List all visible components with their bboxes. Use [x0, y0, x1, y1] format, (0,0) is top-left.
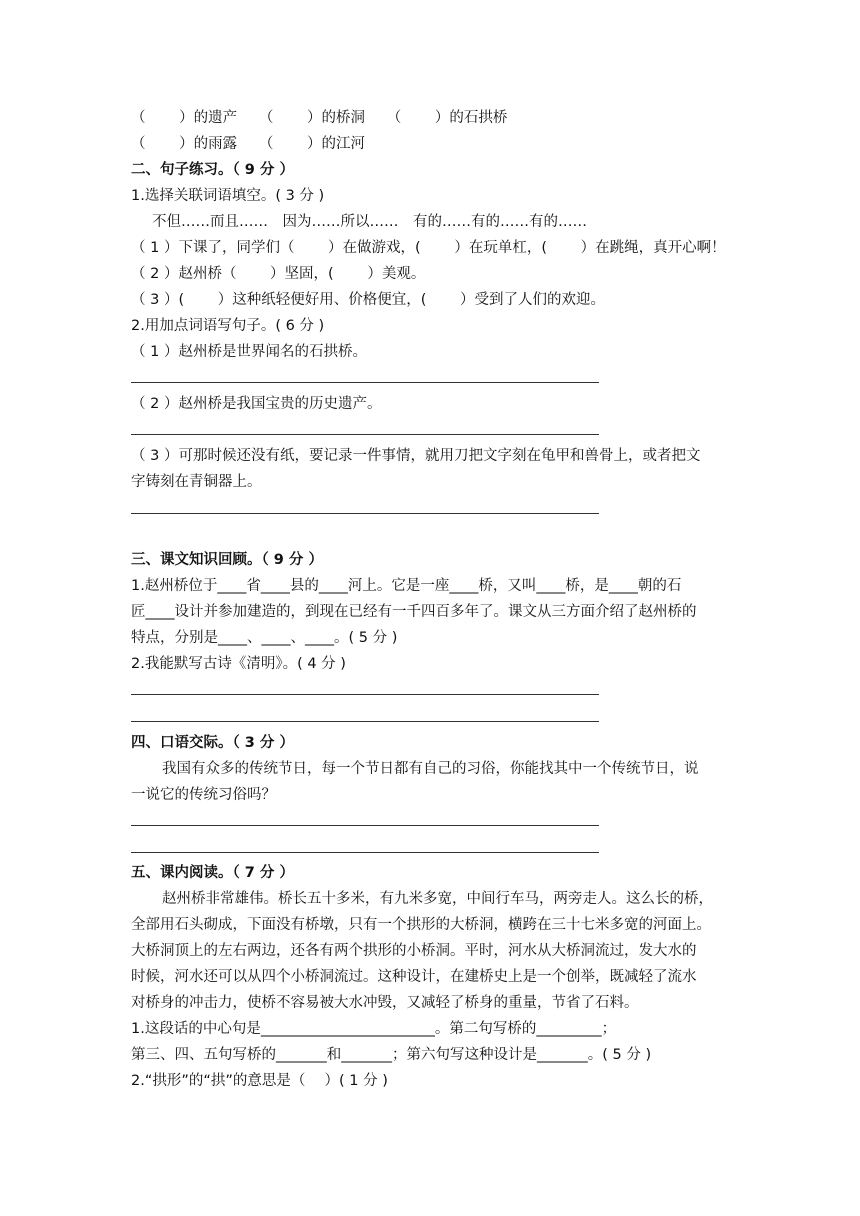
question-2-1: 1.选择关联词语填空。( 3 分 ) — [131, 188, 325, 204]
question-2-2-item-2: （ 2 ）赵州桥是我国宝贵的历史遗产。 — [131, 396, 382, 412]
answer-line[interactable] — [131, 721, 599, 722]
question-3-1-cont: 匠____设计并参加建造的，到现在已经有一千四百多年了。课文从三方面介绍了赵州桥的 — [131, 604, 697, 620]
oral-prompt-cont: 一说它的传统习俗吗？ — [131, 787, 276, 803]
oral-prompt: 我国有众多的传统节日，每一个节日都有自己的习俗，你能找其中一个传统节日，说 — [162, 761, 699, 777]
answer-line[interactable] — [131, 513, 599, 514]
reading-passage-line-1: 赵州桥非常雄伟。桥长五十多米，有九米多宽，中间行车马，两旁走人。这么长的桥， — [162, 891, 713, 907]
section-2-heading: 二、句子练习。（ 9 分 ） — [131, 162, 294, 178]
question-2-1-item-2: （ 2 ）赵州桥（ ）坚固，( ）美观。 — [131, 266, 426, 282]
section-5-heading: 五、课内阅读。（ 7 分 ） — [131, 865, 294, 881]
question-2-2-item-1: （ 1 ）赵州桥是世界闻名的石拱桥。 — [131, 344, 367, 360]
word-fill-row-1: （ ）的遗产 （ ）的桥洞 （ ）的石拱桥 — [131, 110, 508, 126]
word-fill-row-2: （ ）的雨露 （ ）的江河 — [131, 136, 365, 152]
reading-passage-line-2: 全部用石头砌成，下面没有桥墩，只有一个拱形的大桥洞，横跨在三十七米多宽的河面上。 — [131, 917, 711, 933]
question-2-2-item-3-cont: 字铸刻在青铜器上。 — [131, 474, 262, 490]
answer-line[interactable] — [131, 434, 599, 435]
question-3-1: 1.赵州桥位于____省____县的____河上。它是一座____桥，又叫____桥，是____朝的石 — [131, 578, 682, 594]
question-5-2: 2.“拱形”的“拱”的意思是（ ）( 1 分 ) — [131, 1073, 388, 1089]
question-2-2: 2.用加点词语写句子。( 6 分 ) — [131, 318, 325, 334]
reading-passage-line-5: 对桥身的冲击力，使桥不容易被大水冲毁，又减轻了桥身的重量，节省了石料。 — [131, 995, 639, 1011]
section-3-heading: 三、课文知识回顾。（ 9 分 ） — [131, 552, 323, 568]
reading-passage-line-4: 时候，河水还可以从四个小桥洞流过。这种设计，在建桥史上是一个创举，既减轻了流水 — [131, 969, 697, 985]
question-5-1: 1.这段话的中心句是________________________。第二句写桥的_________； — [131, 1021, 617, 1037]
conjunction-options: 不但……而且…… 因为……所以…… 有的……有的……有的…… — [152, 214, 587, 230]
question-2-1-item-3: （ 3 ）( ）这种纸轻便好用、价格便宜，( ）受到了人们的欢迎。 — [131, 292, 605, 308]
answer-line[interactable] — [131, 852, 599, 853]
answer-line[interactable] — [131, 694, 599, 695]
question-2-2-item-3: （ 3 ）可那时候还没有纸，要记录一件事情，就用刀把文字刻在龟甲和兽骨上，或者把文 — [131, 448, 701, 464]
reading-passage-line-3: 大桥洞顶上的左右两边，还各有两个拱形的小桥洞。平时，河水从大桥洞流过，发大水的 — [131, 943, 697, 959]
question-3-2: 2.我能默写古诗《清明》。( 4 分 ) — [131, 656, 346, 672]
question-5-1-cont: 第三、四、五句写桥的_______和_______；第六句写这种设计是_______。( 5 分 ) — [131, 1047, 652, 1063]
section-4-heading: 四、口语交际。（ 3 分 ） — [131, 735, 294, 751]
answer-line[interactable] — [131, 825, 599, 826]
question-2-1-item-1: （ 1 ）下课了，同学们（ ）在做游戏，( ）在玩单杠，( ）在跳绳，真开心啊！ — [131, 240, 726, 256]
question-3-1-cont-2: 特点，分别是____、____、____。( 5 分 ) — [131, 630, 398, 646]
answer-line[interactable] — [131, 382, 599, 383]
